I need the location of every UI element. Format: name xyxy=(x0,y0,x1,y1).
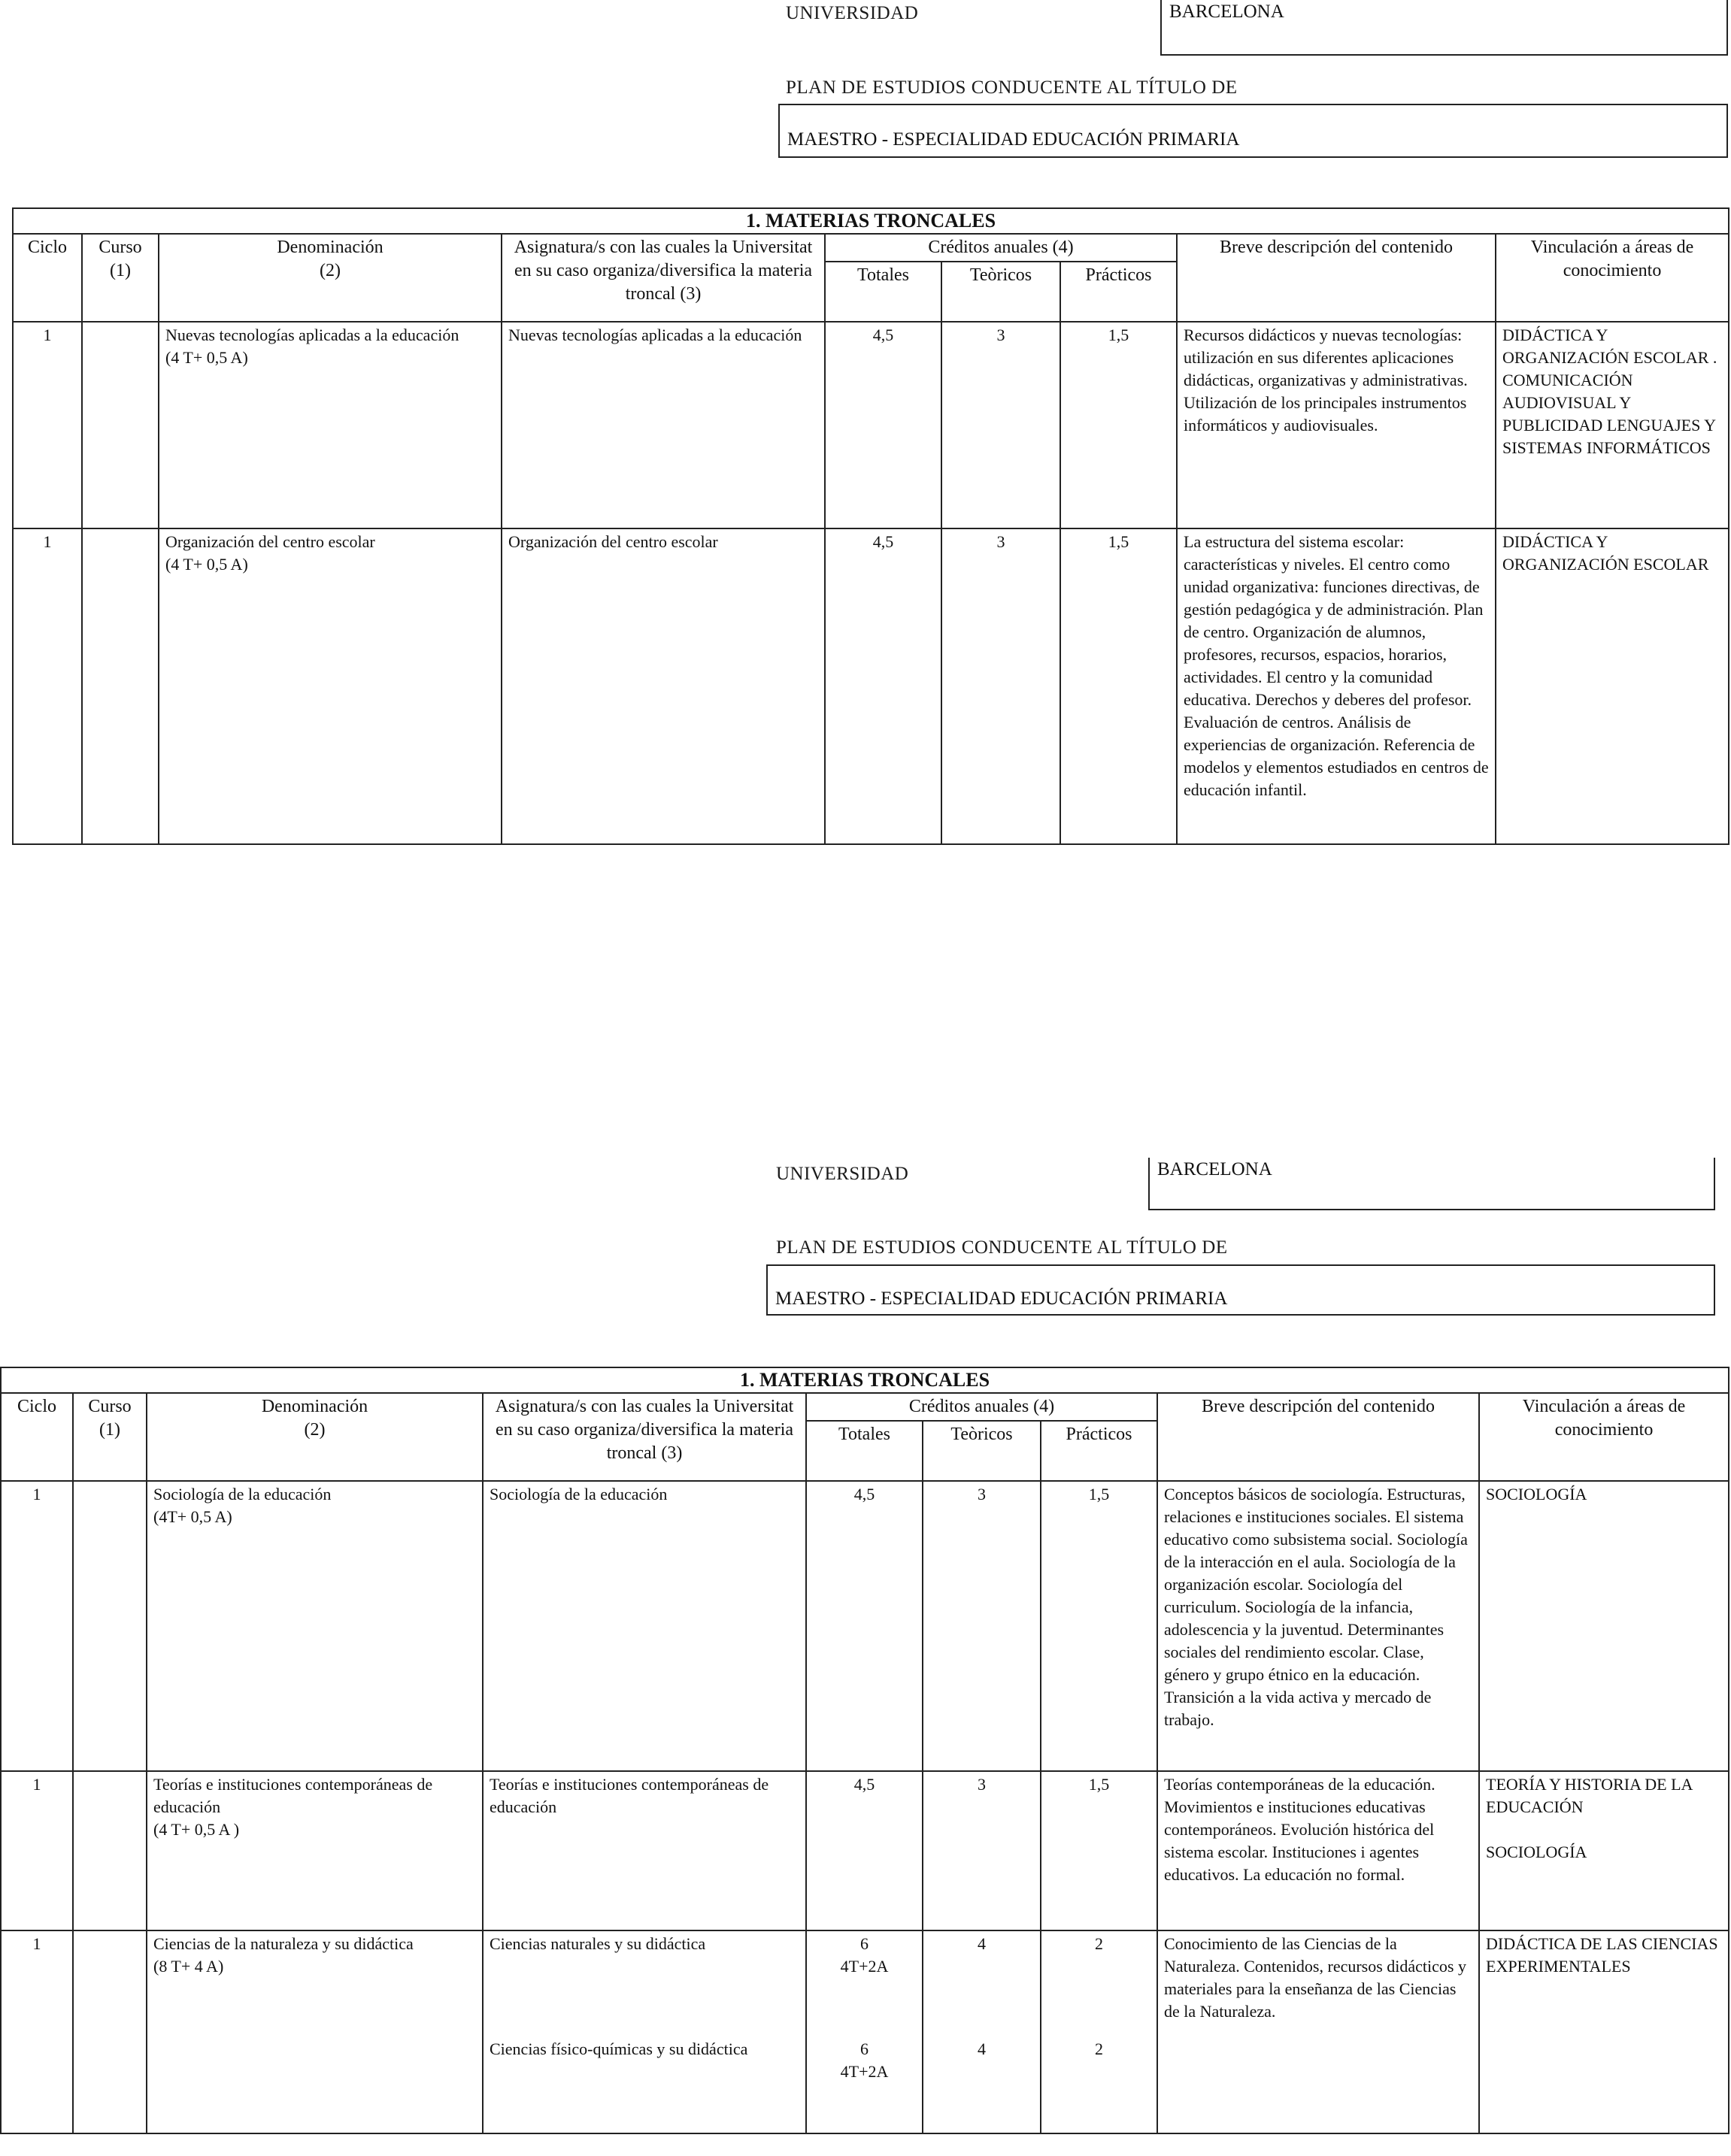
row-descripcion: Teorías contemporáneas de la educación. Movimientos e instituciones educativas contemporáneos. Evolución histórica del sistema escolar. Instituciones i agentes educativos. La educación no formal. xyxy=(1157,1771,1479,1930)
header-asignatura: Asignatura/s con las cuales la Universitat en su caso organiza/diversifica la materia troncal (3) xyxy=(502,234,825,322)
header-curso: Curso (1) xyxy=(82,234,159,322)
header-denominacion: Denominación (2) xyxy=(147,1393,483,1481)
plan-label: PLAN DE ESTUDIOS CONDUCENTE AL TÍTULO DE xyxy=(776,1237,1228,1258)
header-denominacion: Denominación (2) xyxy=(159,234,502,322)
row-teoricos: 3 xyxy=(923,1481,1041,1771)
row-totales: 4,5 xyxy=(825,322,941,528)
row-denominacion: Ciencias de la naturaleza y su didáctica (8 T+ 4 A) xyxy=(147,1930,483,2133)
row-vinculacion: DIDÁCTICA DE LAS CIENCIAS EXPERIMENTALES xyxy=(1479,1930,1729,2133)
row-practicos: 1,5 xyxy=(1060,528,1177,844)
table-row xyxy=(13,528,1729,844)
header-ciclo: Ciclo xyxy=(1,1393,73,1481)
header-totales: Totales xyxy=(806,1421,923,1481)
header-vinculacion: Vinculación a áreas de conocimiento xyxy=(1479,1393,1729,1481)
row-asignatura: Ciencias naturales y su didáctica Ciencias físico-químicas y su didáctica xyxy=(483,1930,806,2133)
universidad-value: BARCELONA xyxy=(1169,2,1284,22)
row-asignatura: Organización del centro escolar xyxy=(502,528,825,844)
plan-value-box xyxy=(778,104,1728,158)
row-ciclo: 1 xyxy=(1,1771,73,1930)
section-title: 1. MATERIAS TRONCALES xyxy=(13,208,1729,234)
row-practicos: 2 2 xyxy=(1041,1930,1157,2133)
header-practicos: Prácticos xyxy=(1060,262,1177,322)
table-row xyxy=(1,1481,1729,1771)
header-totales: Totales xyxy=(825,262,941,322)
row-asignatura: Sociología de la educación xyxy=(483,1481,806,1771)
table-row xyxy=(13,322,1729,528)
universidad-value-box xyxy=(1148,1158,1715,1210)
header-descripcion: Breve descripción del contenido xyxy=(1157,1393,1479,1481)
row-ciclo: 1 xyxy=(13,322,82,528)
plan-value: MAESTRO - ESPECIALIDAD EDUCACIÓN PRIMARIA xyxy=(775,1288,1228,1309)
row-ciclo: 1 xyxy=(13,528,82,844)
header-teoricos: Teòricos xyxy=(941,262,1060,322)
row-vinculacion: SOCIOLOGÍA xyxy=(1479,1481,1729,1771)
row-practicos: 1,5 xyxy=(1041,1481,1157,1771)
header-vinculacion: Vinculación a áreas de conocimiento xyxy=(1496,234,1729,322)
header-teoricos: Teòricos xyxy=(923,1421,1041,1481)
header-ciclo: Ciclo xyxy=(13,234,82,322)
row-denominacion: Sociología de la educación (4T+ 0,5 A) xyxy=(147,1481,483,1771)
header-curso: Curso (1) xyxy=(73,1393,147,1481)
row-vinculacion: DIDÁCTICA Y ORGANIZACIÓN ESCOLAR xyxy=(1496,528,1729,844)
materias-troncales-table xyxy=(12,207,1729,845)
plan-label: PLAN DE ESTUDIOS CONDUCENTE AL TÍTULO DE xyxy=(786,77,1238,98)
row-vinculacion: DIDÁCTICA Y ORGANIZACIÓN ESCOLAR . COMUNICACIÓN AUDIOVISUAL Y PUBLICIDAD LENGUAJES Y SISTEMAS INFORMÁTICOS xyxy=(1496,322,1729,528)
table-row xyxy=(1,1771,1729,1930)
universidad-label: UNIVERSIDAD xyxy=(786,3,919,23)
row-totales: 4,5 xyxy=(825,528,941,844)
row-asignatura: Nuevas tecnologías aplicadas a la educación xyxy=(502,322,825,528)
header-descripcion: Breve descripción del contenido xyxy=(1177,234,1496,322)
row-curso xyxy=(73,1481,147,1771)
row-totales: 4,5 xyxy=(806,1481,923,1771)
row-curso xyxy=(73,1771,147,1930)
row-curso xyxy=(82,528,159,844)
row-ciclo: 1 xyxy=(1,1930,73,2133)
row-descripcion: Conceptos básicos de sociología. Estructuras, relaciones e instituciones sociales. El sistema educativo como subsistema social. Sociología de la interacción en el aula. Sociología de la organización escolar. Sociología del curriculum. Sociología de la infancia, adolescencia y la juventud. Determinantes sociales del rendimiento escolar. Clase, género y grupo étnico en la educación. Transición a la vida activa y mercado de trabajo. xyxy=(1157,1481,1479,1771)
row-descripcion: Recursos didácticos y nuevas tecnologías: utilización en sus diferentes aplicaciones didácticas, organizativas y administrativas. Utilización de los principales instrumentos informáticos y audiovisuales. xyxy=(1177,322,1496,528)
row-ciclo: 1 xyxy=(1,1481,73,1771)
row-curso xyxy=(73,1930,147,2133)
table-row xyxy=(1,1930,1729,2133)
row-teoricos: 3 xyxy=(923,1771,1041,1930)
row-practicos: 1,5 xyxy=(1041,1771,1157,1930)
universidad-label: UNIVERSIDAD xyxy=(776,1164,909,1184)
row-teoricos: 3 xyxy=(941,322,1060,528)
row-practicos: 1,5 xyxy=(1060,322,1177,528)
row-vinculacion: TEORÍA Y HISTORIA DE LA EDUCACIÓN SOCIOLOGÍA xyxy=(1479,1771,1729,1930)
row-denominacion: Teorías e instituciones contemporáneas de educación (4 T+ 0,5 A ) xyxy=(147,1771,483,1930)
row-descripcion: La estructura del sistema escolar: características y niveles. El centro como unidad organizativa: funciones directivas, de gestión pedagógica y de administración. Plan de centro. Organización de alumnos, profesores, recursos, espacios, horarios, actividades. El centro y la comunidad educativa. Derechos y deberes del profesor. Evaluación de centros. Análisis de experiencias de organización. Referencia de modelos y elementos estudiados en centros de educación infantil. xyxy=(1177,528,1496,844)
row-asignatura: Teorías e instituciones contemporáneas de educación xyxy=(483,1771,806,1930)
plan-value-box xyxy=(766,1264,1715,1316)
row-denominacion: Organización del centro escolar (4 T+ 0,5 A) xyxy=(159,528,502,844)
header-creditos: Créditos anuales (4) xyxy=(806,1393,1157,1421)
page-1 xyxy=(0,0,1731,962)
row-teoricos: 3 xyxy=(941,528,1060,844)
universidad-value-box xyxy=(1160,0,1728,56)
row-teoricos: 4 4 xyxy=(923,1930,1041,2133)
header-practicos: Prácticos xyxy=(1041,1421,1157,1481)
row-totales: 4,5 xyxy=(806,1771,923,1930)
universidad-value: BARCELONA xyxy=(1157,1159,1272,1179)
plan-value: MAESTRO - ESPECIALIDAD EDUCACIÓN PRIMARIA xyxy=(787,129,1240,150)
materias-troncales-table xyxy=(0,1367,1729,2134)
page-2 xyxy=(0,1150,1731,2156)
section-title: 1. MATERIAS TRONCALES xyxy=(1,1367,1729,1393)
row-curso xyxy=(82,322,159,528)
row-totales: 6 4T+2A 6 4T+2A xyxy=(806,1930,923,2133)
header-asignatura: Asignatura/s con las cuales la Universitat en su caso organiza/diversifica la materia troncal (3) xyxy=(483,1393,806,1481)
row-descripcion: Conocimiento de las Ciencias de la Naturaleza. Contenidos, recursos didácticos y materiales para la enseñanza de las Ciencias de la Naturaleza. xyxy=(1157,1930,1479,2133)
header-creditos: Créditos anuales (4) xyxy=(825,234,1177,262)
row-denominacion: Nuevas tecnologías aplicadas a la educación (4 T+ 0,5 A) xyxy=(159,322,502,528)
